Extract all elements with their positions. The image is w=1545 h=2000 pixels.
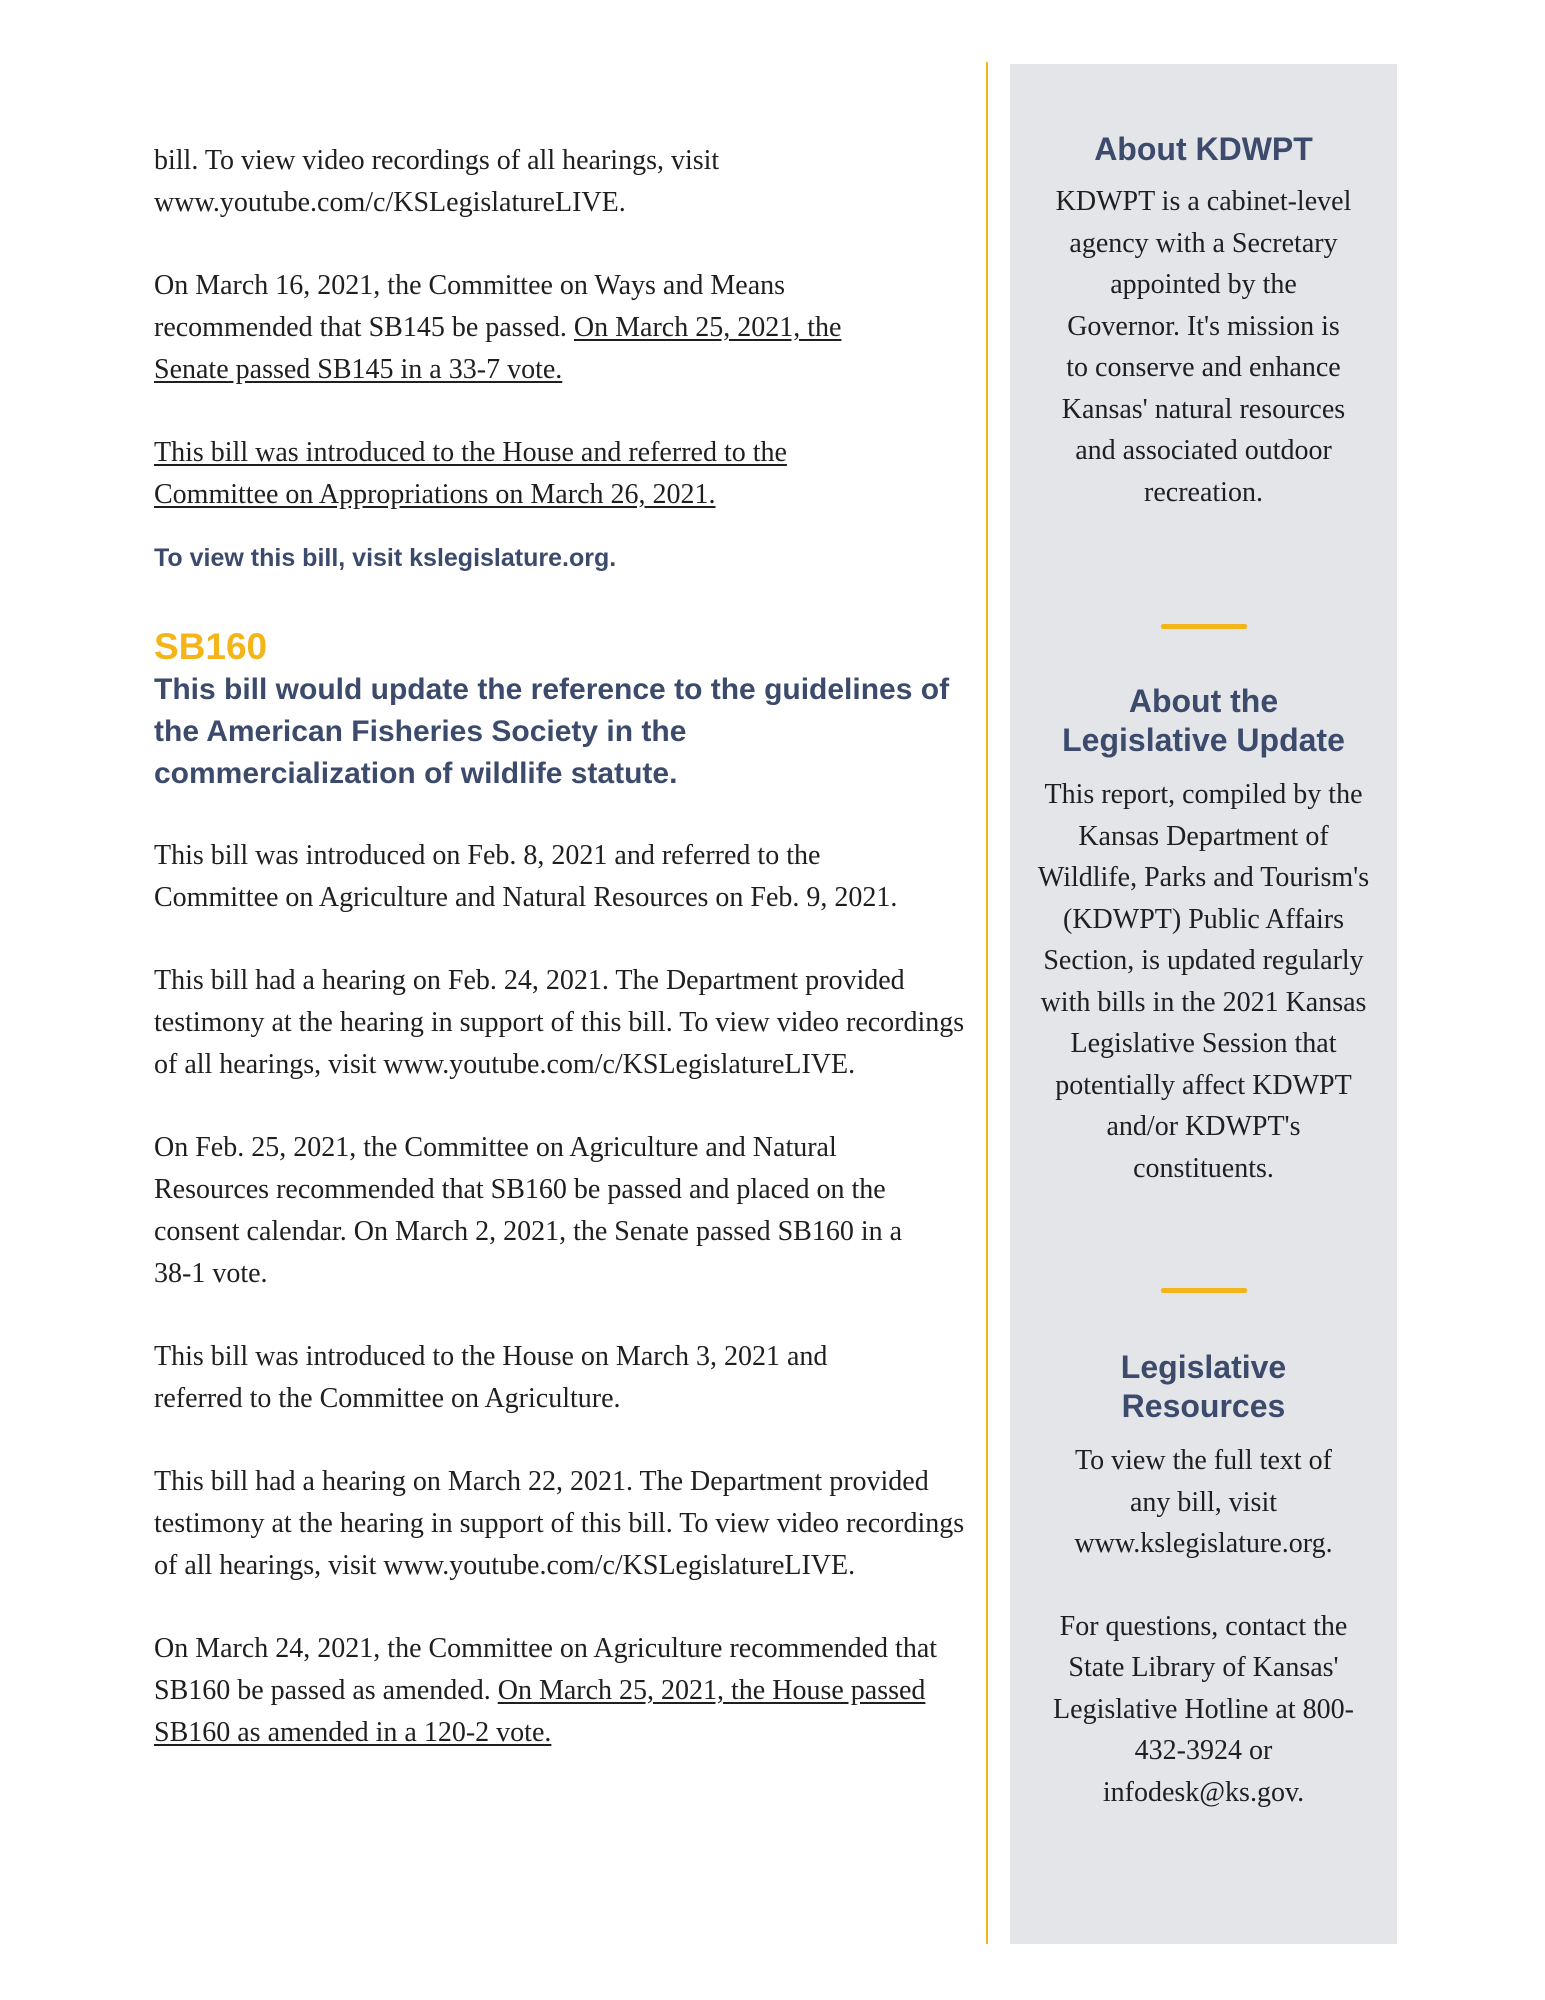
paragraph-introduced-sb160: This bill was introduced on Feb. 8, 2021 and referred to the Committee on Agriculture and Natural Resources on Feb. 9, 2021. [154, 840, 898, 913]
sidebar [1010, 64, 1397, 1944]
paragraph-house-hearing-sb160: This bill had a hearing on March 22, 2021. The Department provided testimony at the hearing in support of this bill. To view video recordings of all hearings, visit www.youtube.com/c/KSLegislatureLIVE. [154, 1466, 965, 1581]
about-update-title: About the Legislative Update [1062, 683, 1345, 758]
committee-text: On March 16, 2021, the Committee on Ways and Means recommended that SB145 be passed. [154, 270, 786, 343]
resources-title: Legislative Resources [1120, 1349, 1287, 1424]
paragraph-house-intro-sb160: This bill was introduced to the House on March 3, 2021 and referred to the Committee on Agriculture. [154, 1341, 828, 1414]
paragraph-committee-sb160: On Feb. 25, 2021, the Committee on Agriculture and Natural Resources recommended that SB160 be passed and placed on the consent calendar. On March 2, 2021, the Senate passed SB160 in a 38-1 vote. [154, 1132, 903, 1289]
paragraph-hearings-sb145: bill. To view video recordings of all hearings, visit www.youtube.com/c/KSLegislatureLIVE. [154, 145, 720, 218]
house-referral-text: This bill was introduced to the House and referred to the Committee on Appropriations on March 26, 2021. [154, 437, 787, 510]
resources-view-text: To view the full text of any bill, visit www.kslegislature.org. [1074, 1445, 1333, 1559]
vertical-divider [986, 62, 988, 1944]
paragraph-house-vote-sb160 [154, 1628, 954, 1754]
about-kdwpt-section [1010, 130, 1397, 513]
about-kdwpt-text: KDWPT is a cabinet-level agency with a Secretary appointed by the Governor. It's mission is to conserve and enhance Kansas' natural resources and associated outdoor recreation. [1055, 186, 1352, 508]
sidebar-divider [1161, 1288, 1247, 1293]
about-update-section [1010, 682, 1397, 1189]
house-vote-text: On March 25, 2021, the House passed SB160 as amended in a 120-2 vote. [154, 1675, 926, 1748]
senate-vote-text: On March 25, 2021, the Senate passed SB145 in a 33-7 vote. [154, 312, 842, 385]
paragraph-hearing-sb160: This bill had a hearing on Feb. 24, 2021. The Department provided testimony at the hearing in support of this bill. To view video recordings of all hearings, visit www.youtube.com/c/KSLegislatureLIVE. [154, 965, 965, 1080]
house-committee-text: On March 24, 2021, the Committee on Agriculture recommended that SB160 be passed as amended. [154, 1633, 938, 1706]
resources-section [1010, 1348, 1397, 1813]
main-column [154, 140, 974, 1795]
about-update-text: This report, compiled by the Kansas Department of Wildlife, Parks and Tourism's (KDWPT) Public Affairs Section, is updated regularly with bills in the 2021 Kansas Legislative Session that potentially affect KDWPT and/or KDWPT's constituents. [1037, 779, 1370, 1184]
paragraph-house-referral-sb145 [154, 432, 914, 516]
view-bill-link[interactable]: To view this bill, visit kslegislature.org. [154, 544, 617, 572]
sidebar-divider [1161, 624, 1247, 629]
bill-id-sb160: SB160 [154, 626, 268, 667]
about-kdwpt-title: About KDWPT [1094, 131, 1313, 167]
paragraph-committee-sb145 [154, 265, 914, 391]
resources-contact-text: For questions, contact the State Library of Kansas' Legislative Hotline at 800-432-3924 or infodesk@ks.gov. [1053, 1610, 1354, 1808]
bill-summary-sb160: This bill would update the reference to the guidelines of the American Fisheries Society in the commercialization of wildlife statute. [154, 673, 950, 790]
